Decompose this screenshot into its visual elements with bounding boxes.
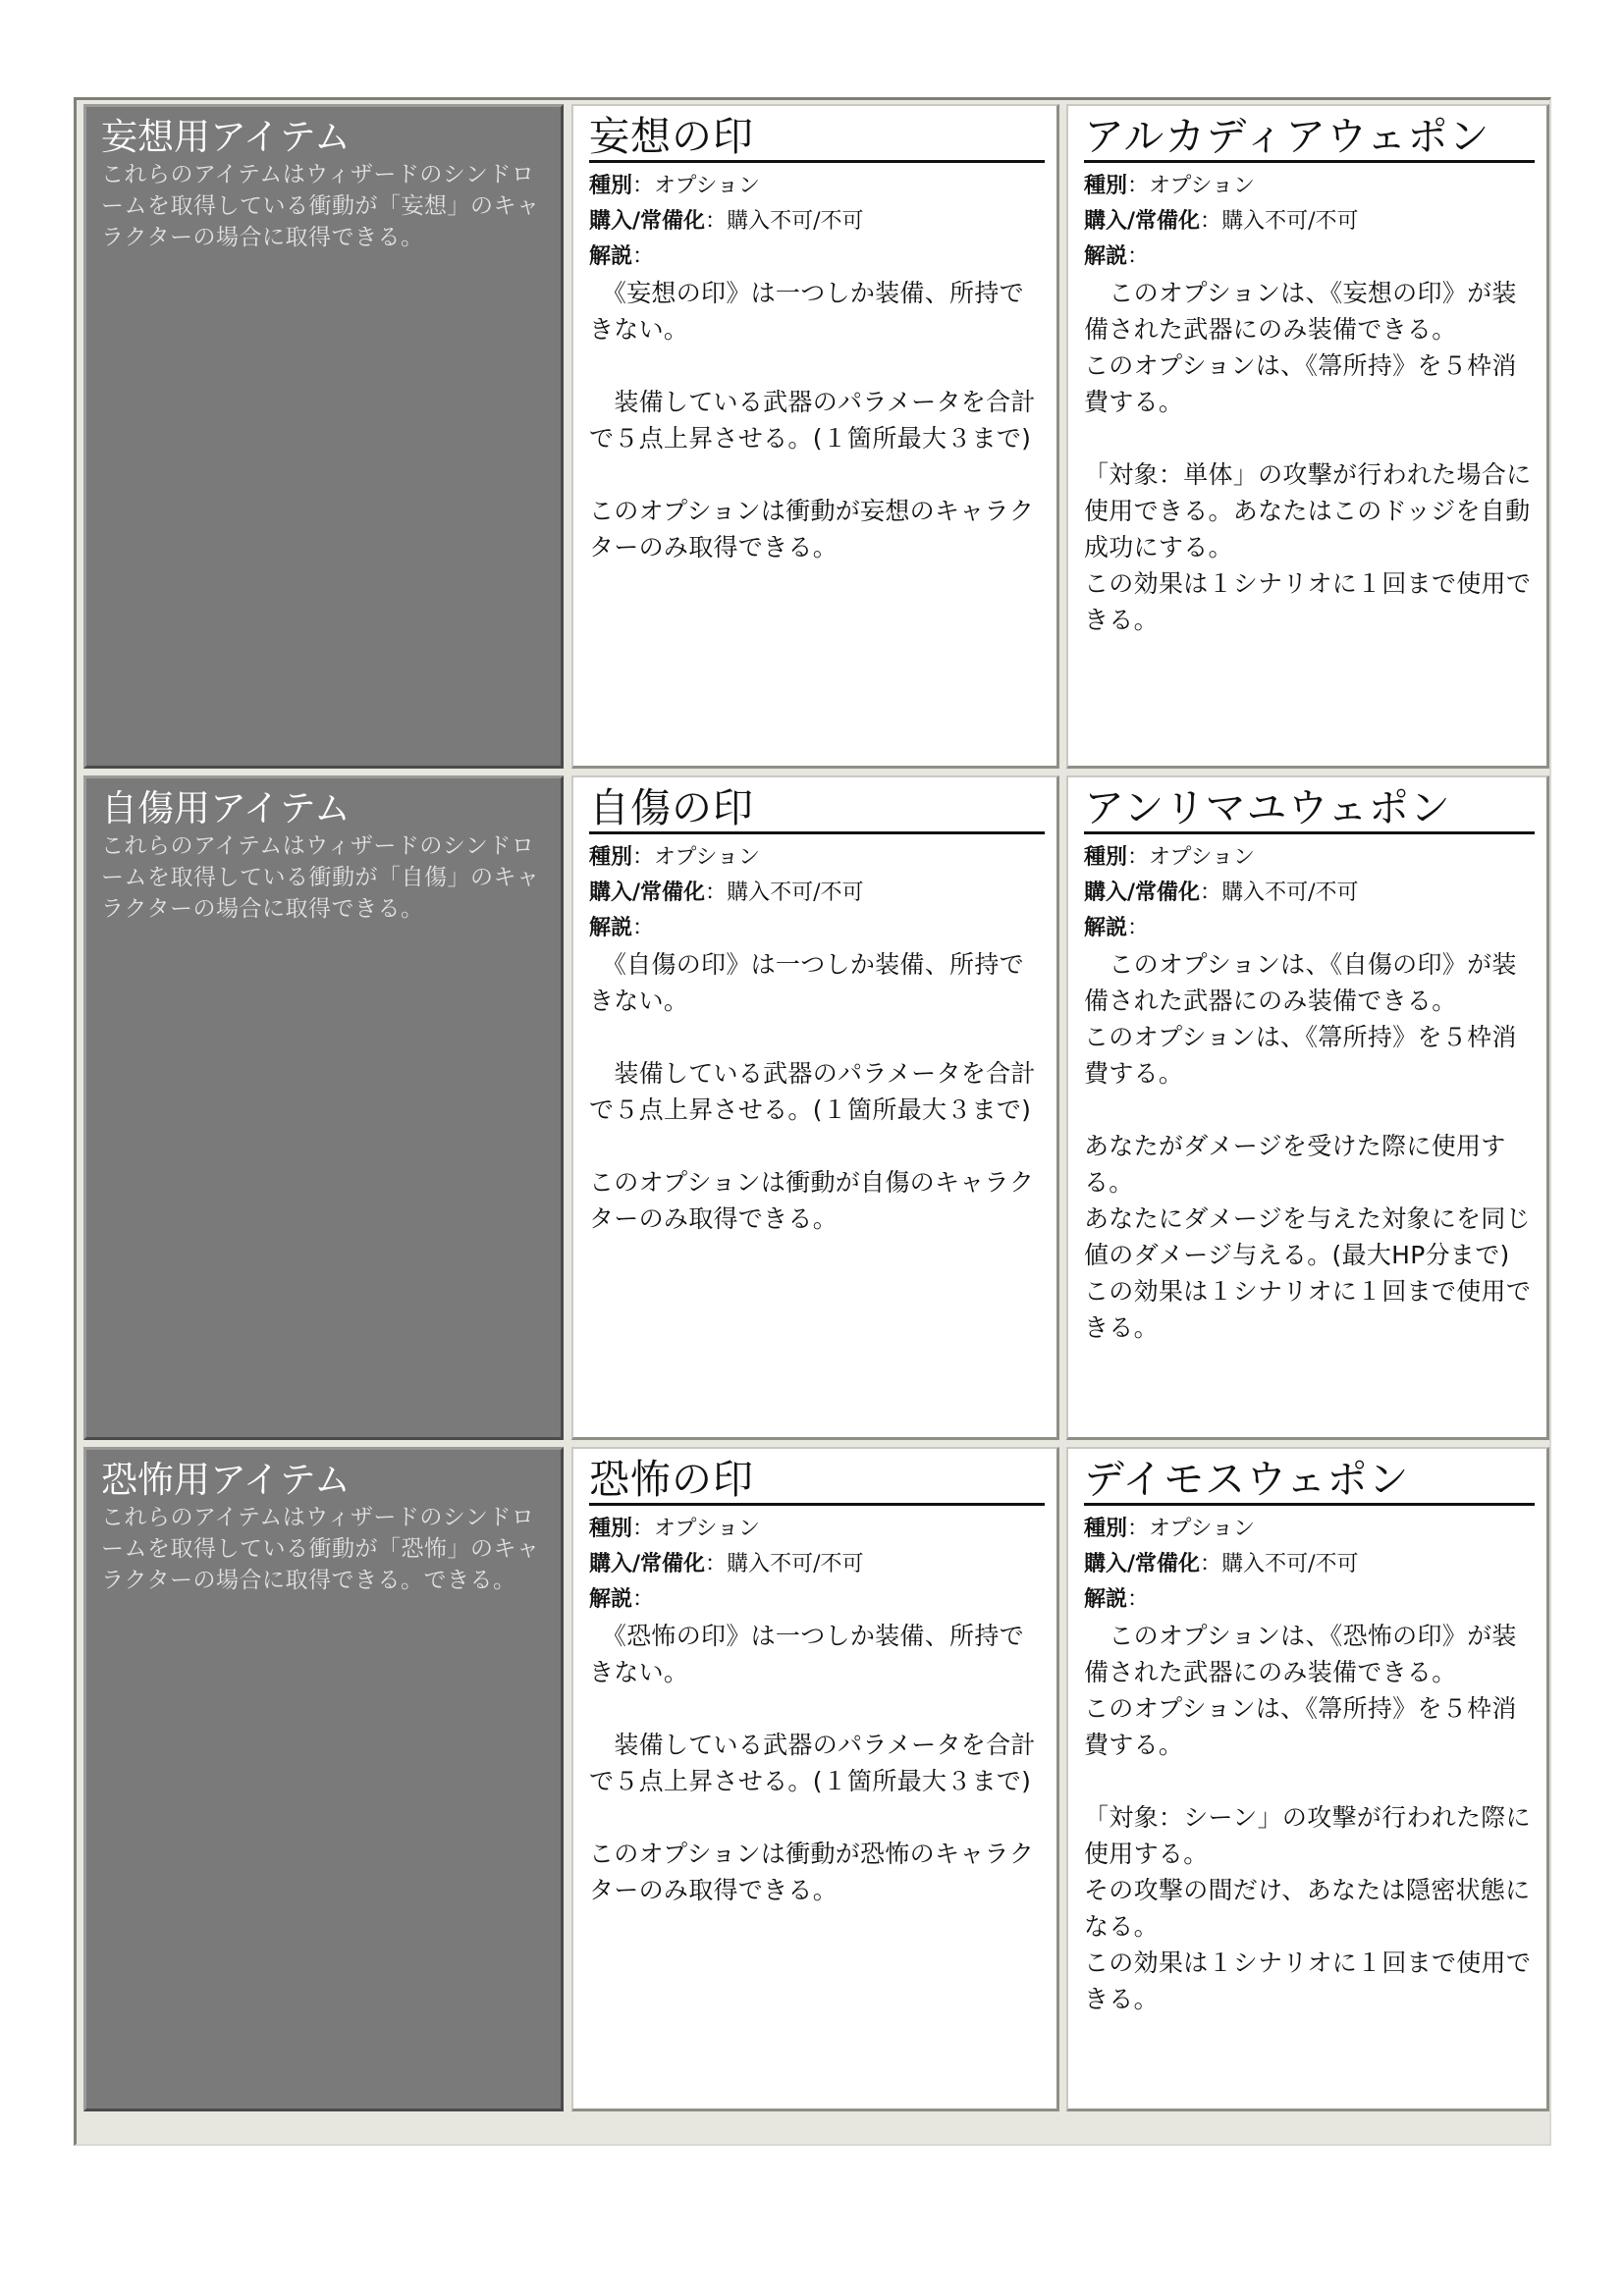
purchase-line: 購入/常備化：購入不可/不可 xyxy=(1084,1552,1359,1576)
kind-line: 種別：オプション xyxy=(1084,174,1256,198)
kind-line: 種別：オプション xyxy=(1084,845,1256,870)
purchase-line: 購入/常備化：購入不可/不可 xyxy=(589,881,864,905)
table-row xyxy=(83,104,1549,769)
item-description: 《恐怖の印》は一つしか装備、所持できない。 装備している武器のパラメータを合計で５点上昇させる。(１箇所最大３まで) このオプションは衝動が恐怖のキャラクターのみ取得できる。 xyxy=(589,1622,1036,1904)
item-meta xyxy=(1084,169,1535,275)
desc-line: 解説： xyxy=(1084,916,1150,940)
item-title: 恐怖の印 xyxy=(589,1457,1045,1506)
category-cell xyxy=(83,104,564,769)
desc-line: 解説： xyxy=(589,1587,655,1612)
item-table xyxy=(74,97,1551,2146)
kind-line: 種別：オプション xyxy=(1084,1517,1256,1541)
item-title: アルカディアウェポン xyxy=(1084,114,1535,163)
category-title: 妄想用アイテム xyxy=(101,116,351,158)
item-title: デイモスウェポン xyxy=(1084,1457,1535,1506)
kind-line: 種別：オプション xyxy=(589,845,761,870)
desc-line: 解説： xyxy=(1084,1587,1150,1612)
item-meta xyxy=(1084,1512,1535,1618)
desc-line: 解説： xyxy=(589,244,655,269)
item-title: アンリマユウェポン xyxy=(1084,785,1535,834)
purchase-line: 購入/常備化：購入不可/不可 xyxy=(1084,881,1359,905)
kind-line: 種別：オプション xyxy=(589,1517,761,1541)
purchase-line: 購入/常備化：購入不可/不可 xyxy=(589,1552,864,1576)
item-card-mark xyxy=(571,1447,1059,2111)
table-row xyxy=(83,775,1549,1440)
category-description: これらのアイテムはウィザードのシンドロームを取得している衝動が「妄想」のキャラクターの場合に取得できる。 xyxy=(101,162,540,250)
item-card-weapon xyxy=(1066,1447,1549,2111)
item-meta xyxy=(1084,840,1535,946)
item-description: このオプションは、《妄想の印》が装備された武器にのみ装備できる。 このオプションは、《箒所持》を５枠消費する。 「対象：単体」の攻撃が行われた場合に使用できる。あなたはこのドッジを自動成功にする。 この効果は１シナリオに１回まで使用できる。 xyxy=(1084,279,1532,634)
desc-line: 解説： xyxy=(589,916,655,940)
item-card-mark xyxy=(571,104,1059,769)
item-description: 《妄想の印》は一つしか装備、所持できない。 装備している武器のパラメータを合計で５点上昇させる。(１箇所最大３まで) このオプションは衝動が妄想のキャラクターのみ取得できる。 xyxy=(589,279,1036,561)
category-title: 自傷用アイテム xyxy=(101,787,351,829)
desc-line: 解説： xyxy=(1084,244,1150,269)
category-description: これらのアイテムはウィザードのシンドロームを取得している衝動が「自傷」のキャラクターの場合に取得できる。 xyxy=(101,833,540,922)
category-description: これらのアイテムはウィザードのシンドロームを取得している衝動が「恐怖」のキャラクターの場合に取得できる。できる。 xyxy=(101,1505,540,1593)
category-cell xyxy=(83,775,564,1440)
kind-line: 種別：オプション xyxy=(589,174,761,198)
category-cell xyxy=(83,1447,564,2111)
item-meta xyxy=(589,1512,1045,1618)
item-card-mark xyxy=(571,775,1059,1440)
item-title: 自傷の印 xyxy=(589,785,1045,834)
item-card-weapon xyxy=(1066,104,1549,769)
item-meta xyxy=(589,840,1045,946)
purchase-line: 購入/常備化：購入不可/不可 xyxy=(589,209,864,234)
item-meta xyxy=(589,169,1045,275)
purchase-line: 購入/常備化：購入不可/不可 xyxy=(1084,209,1359,234)
category-title: 恐怖用アイテム xyxy=(101,1459,351,1501)
item-description: 《自傷の印》は一つしか装備、所持できない。 装備している武器のパラメータを合計で５点上昇させる。(１箇所最大３まで) このオプションは衝動が自傷のキャラクターのみ取得できる。 xyxy=(589,950,1036,1233)
item-description: このオプションは、《自傷の印》が装備された武器にのみ装備できる。 このオプションは、《箒所持》を５枠消費する。 あなたがダメージを受けた際に使用する。 あなたにダメージを与えた対象にを同じ値のダメージ与える。(最大HP分まで) この効果は１シナリオに１回まで使用できる。 xyxy=(1084,950,1532,1342)
table-row xyxy=(83,1447,1549,2111)
item-title: 妄想の印 xyxy=(589,114,1045,163)
item-description: このオプションは、《恐怖の印》が装備された武器にのみ装備できる。 このオプションは、《箒所持》を５枠消費する。 「対象：シーン」の攻撃が行われた際に使用する。 その攻撃の間だけ、あなたは隠密状態になる。 この効果は１シナリオに１回まで使用できる。 xyxy=(1084,1622,1532,2013)
item-card-weapon xyxy=(1066,775,1549,1440)
